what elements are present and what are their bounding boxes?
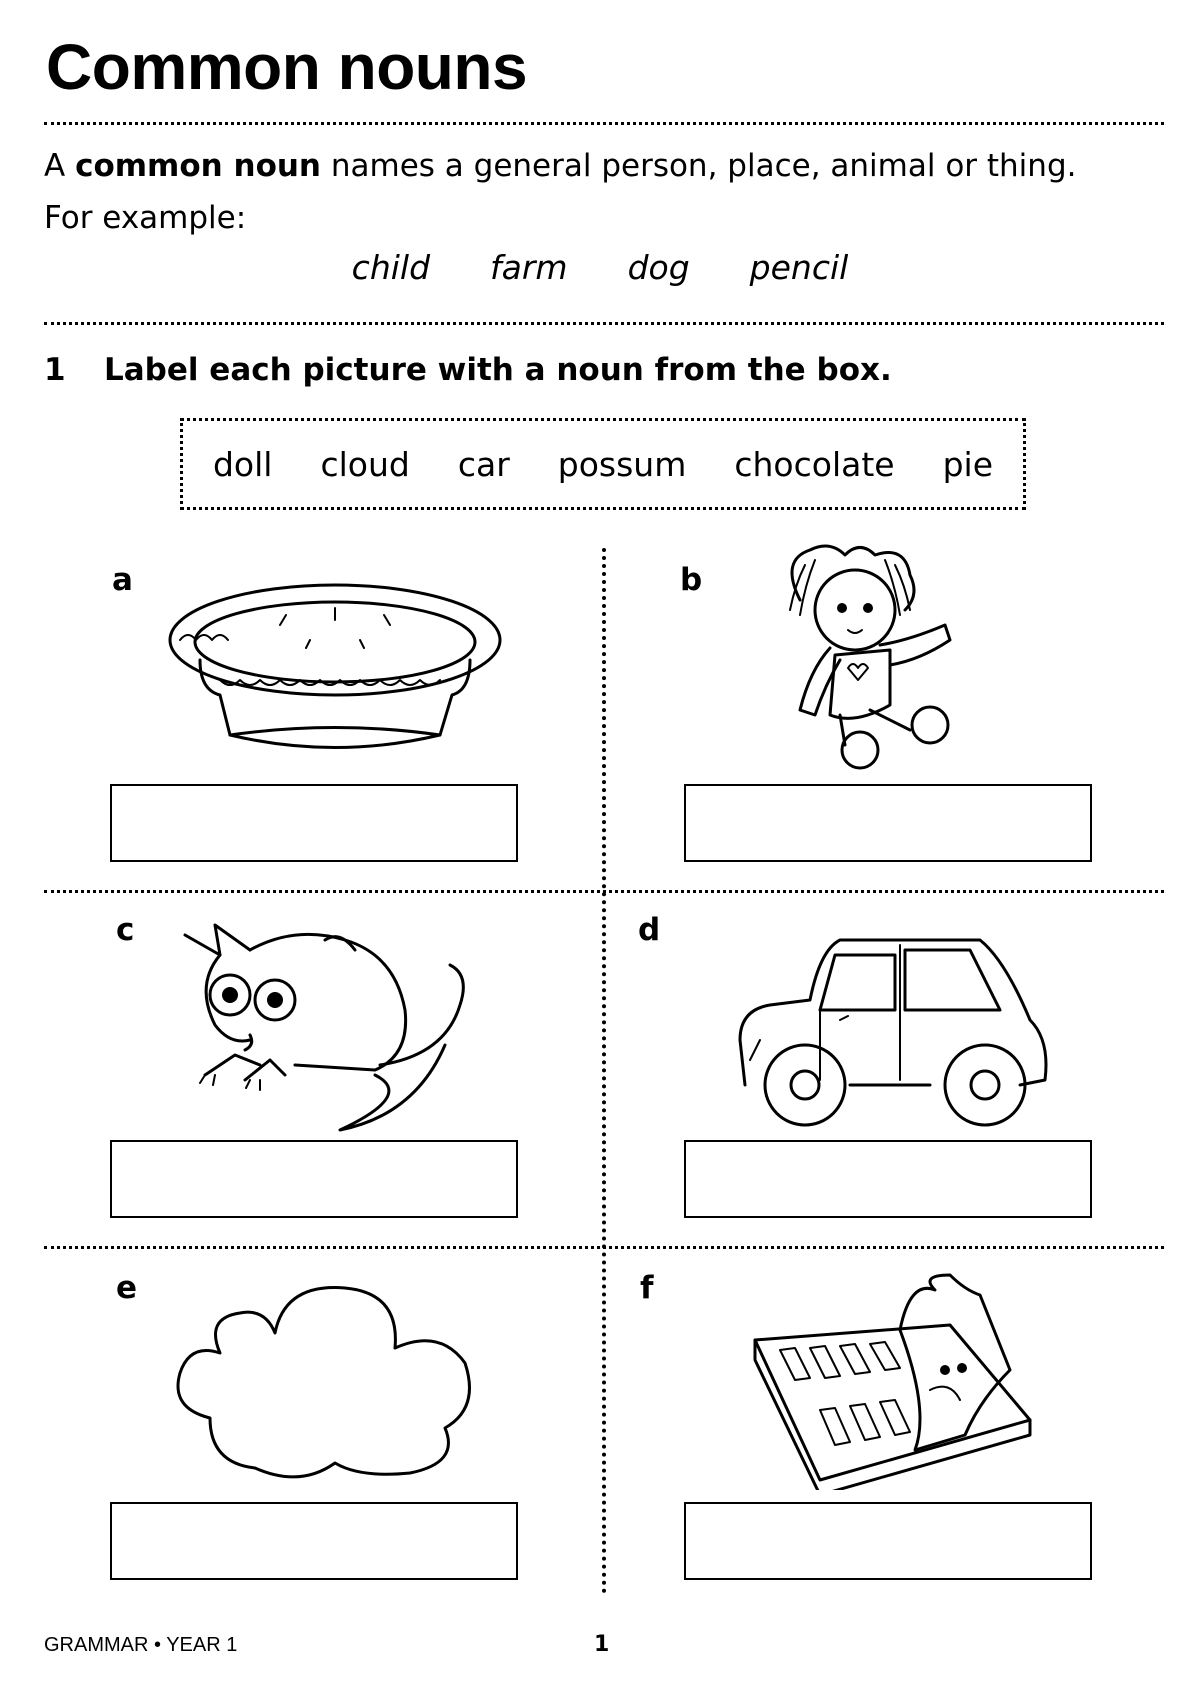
- column-divider: [602, 548, 606, 1594]
- word-bank-item: cloud: [320, 444, 410, 484]
- cloud-icon: [170, 1278, 480, 1488]
- item-letter-d: d: [638, 912, 661, 948]
- answer-box-a[interactable]: [110, 784, 518, 862]
- footer-subject: GRAMMAR • YEAR 1: [44, 1634, 238, 1656]
- item-letter-b: b: [680, 562, 703, 598]
- word-bank-item: car: [457, 444, 510, 484]
- example-word: dog: [627, 248, 690, 287]
- word-bank: [180, 418, 1026, 510]
- row-divider: [44, 890, 1164, 893]
- word-bank-item: doll: [212, 444, 273, 484]
- example-word: child: [351, 248, 431, 287]
- example-words: [0, 248, 1200, 287]
- answer-box-c[interactable]: [110, 1140, 518, 1218]
- for-example-label: For example:: [44, 200, 247, 236]
- question-instruction: Label each picture with a noun from the box.: [104, 352, 892, 388]
- divider: [44, 322, 1164, 325]
- answer-box-d[interactable]: [684, 1140, 1092, 1218]
- answer-box-f[interactable]: [684, 1502, 1092, 1580]
- word-bank-item: chocolate: [734, 444, 895, 484]
- doll-icon: [770, 540, 1000, 770]
- item-letter-c: c: [116, 912, 135, 948]
- answer-box-e[interactable]: [110, 1502, 518, 1580]
- item-letter-e: e: [116, 1270, 138, 1306]
- page-number: 1: [594, 1632, 610, 1657]
- definition-text: A common noun names a general person, place, animal or thing.: [44, 148, 1077, 184]
- word-bank-item: possum: [557, 444, 687, 484]
- row-divider: [44, 1246, 1164, 1249]
- page-title: Common nouns: [46, 31, 528, 103]
- item-letter-f: f: [640, 1270, 654, 1306]
- example-word: farm: [490, 248, 568, 287]
- example-word: pencil: [749, 248, 849, 287]
- question-number: 1: [44, 352, 66, 388]
- chocolate-icon: [750, 1270, 1050, 1490]
- answer-box-b[interactable]: [684, 784, 1092, 862]
- pie-icon: [160, 560, 510, 760]
- divider: [44, 122, 1164, 125]
- car-icon: [730, 930, 1050, 1130]
- item-letter-a: a: [112, 562, 133, 598]
- definition-term: common noun: [75, 148, 322, 184]
- word-bank-item: pie: [942, 444, 994, 484]
- possum-icon: [175, 915, 475, 1135]
